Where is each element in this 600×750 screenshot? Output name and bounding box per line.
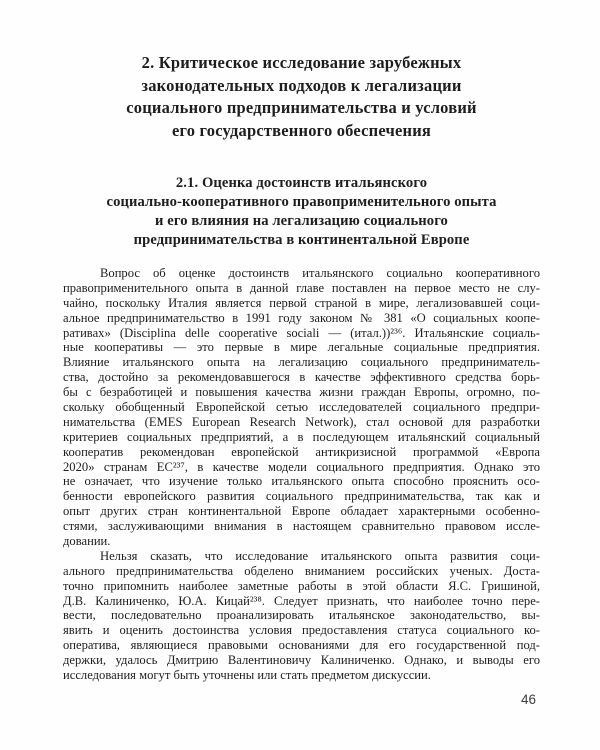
text-line: исследования могут быть уточнены или стать предметом дискуссии. [63,668,431,683]
text-line: кооператив рекомендован европейской антикризисной программой «Европа [63,444,540,459]
text-line: ративах» (Disciplina delle cooperative sociali — (итал.))²³⁶. Итальянские социаль- [63,325,540,340]
page-number: 46 [520,692,536,707]
text-line: альное предпринимательство в 1991 году законом № 381 «О социальных коопе- [63,310,540,325]
text-line: бы с безработицей и повышения качества жизни граждан Европы, огромно, по- [63,385,540,400]
text-line: не означает, что изучение только итальянского опыта способно прояснить осо- [63,474,540,489]
text-line: стями, заслуживающими внимания в настоящем сравнительно правовом иссле- [63,519,540,534]
text-line: держки, удалось Дмитрию Валентиновичу Калиниченко. Однако, и выводы его [63,653,540,668]
text-line: чайно, поскольку Италия является первой страной в мире, легализовавшей соци- [63,295,540,310]
text-line: скольку обобщенный Европейской сетью исследователей социального предпри- [63,400,540,415]
paragraph-2 [63,549,540,683]
text-line: ства, достойно за рекомендовавшегося в качестве эффективного средства борь- [63,370,540,385]
body-text [63,266,540,683]
text-line: социально-кооперативного правоприменительного опыта [106,194,497,210]
text-line: вести, последовательно проанализировать итальянское законодательство, вы- [63,608,540,623]
text-line: опыт других стран континентальной Европе обладает характерными особенно- [63,504,540,519]
text-line: 2.1. Оценка достоинств итальянского [175,175,428,191]
text-line: явить и оценить достоинства условия предоставления статуса социального ко- [63,623,540,638]
text-line: ального предпринимательства обделено вниманием российских ученых. Доста- [63,563,540,578]
chapter-heading [63,52,540,142]
text-line: его государственного обеспечения [171,120,432,140]
text-line: оператива, являющиеся правовыми основаниями для его государственной под- [63,638,540,653]
text-line: социального предпринимательства и условий [126,98,477,117]
text-line: критериев социальных предприятий, а в последующем итальянский социальный [63,429,540,444]
text-line: Д.В. Калиниченко, Ю.А. Кицай²³⁸. Следует признать, что наиболее точно пере- [63,593,540,608]
text-line: бенности европейского развития социального предпринимательства, так как и [63,489,540,504]
text-line: Вопрос об оценке достоинств итальянского социально кооперативного [100,266,540,280]
section-heading [63,174,540,250]
text-line: предпринимательства в континентальной Европе [133,232,470,248]
text-line: и его влияния на легализацию социального [155,213,448,229]
paragraph-1 [63,266,540,549]
text-line: Нельзя сказать, что исследование итальянского опыта развития соци- [100,548,540,563]
text-line: 2. Критическое исследование зарубежных [141,53,462,72]
text-line: ные кооперативы — это первые в мире легальные социальные предприятия. [63,340,540,355]
text-line: Влияние итальянского опыта на легализацию социального предприниматель- [63,355,540,370]
text-line: нимательства (EMES European Research Network), стал основой для разработки [63,414,540,429]
text-line: точно припомнить наиболее заметные работы в этой области Я.С. Гришиной, [63,578,540,593]
text-line: законодательных подходов к легализации [141,75,462,95]
text-line: 2020» странам ЕС²³⁷, в качестве модели социального предприятия. Однако это [63,459,540,474]
text-line: правоприменительного опыта в данной главе поставлен на первое место не слу- [63,280,540,295]
text-line: довании. [63,534,111,549]
